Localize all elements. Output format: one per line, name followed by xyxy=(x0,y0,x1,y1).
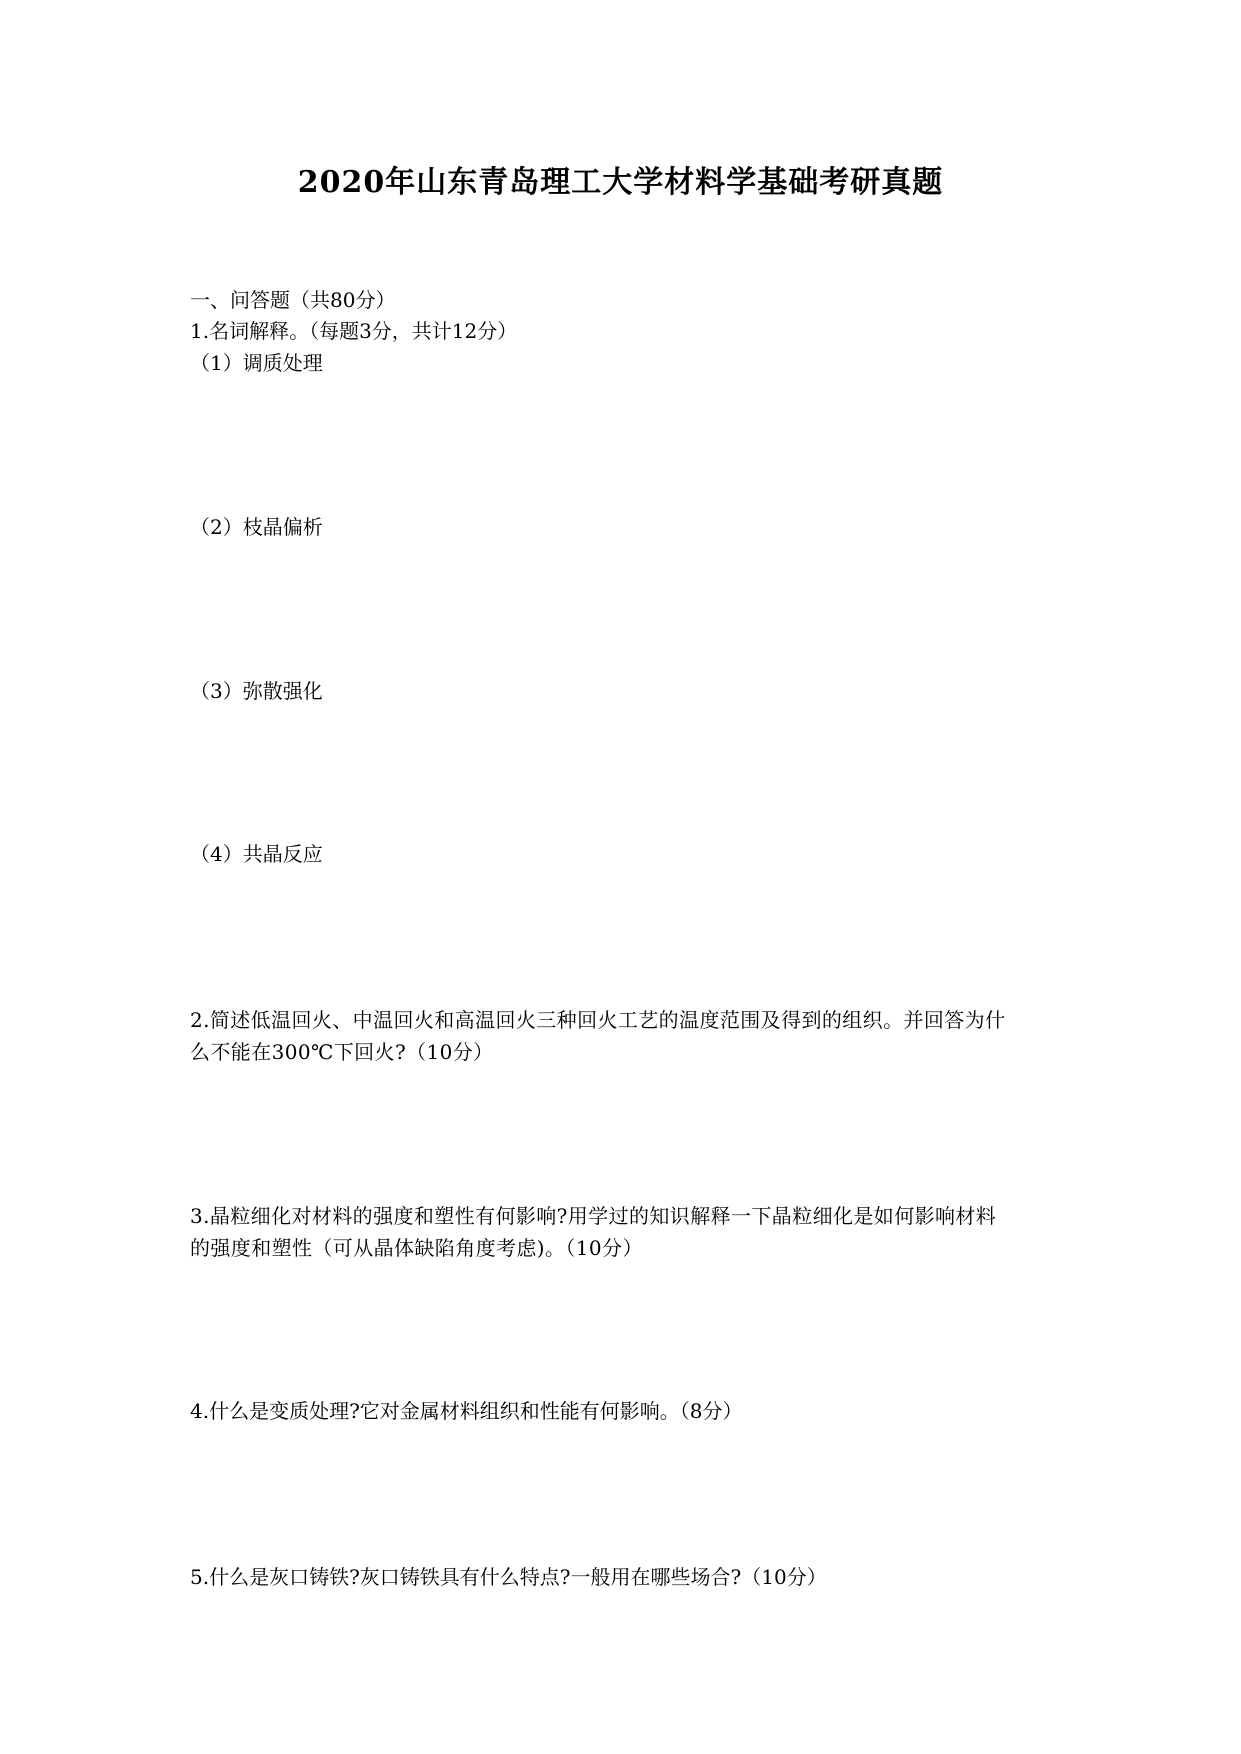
question-2-line-2: 么不能在300℃下回火?（10分） xyxy=(190,1040,494,1064)
question-4: 4.什么是变质处理?它对金属材料组织和性能有何影响。（8分） xyxy=(190,1399,743,1423)
question-3 xyxy=(190,1200,1060,1264)
question-2-line-1: 2.简述低温回火、中温回火和高温回火三种回火工艺的温度范围及得到的组织。并回答为什 xyxy=(190,1008,1006,1032)
question-5: 5.什么是灰口铸铁?灰口铸铁具有什么特点?一般用在哪些场合?（10分） xyxy=(190,1565,827,1589)
section-heading: 一、问答题（共80分） xyxy=(190,288,396,312)
page-title: 2020年山东青岛理工大学材料学基础考研真题 xyxy=(297,165,944,200)
question-2 xyxy=(190,1004,1060,1068)
question-1-stem: 1.名词解释。（每题3分，共计12分） xyxy=(190,319,518,343)
question-1-subitem-4: （4）共晶反应 xyxy=(190,842,323,866)
question-1-subitem-3: （3）弥散强化 xyxy=(190,679,323,703)
question-3-line-2: 的强度和塑性（可从晶体缺陷角度考虑)。（10分） xyxy=(190,1236,643,1260)
question-1-subitem-2: （2）枝晶偏析 xyxy=(190,515,323,539)
question-3-line-1: 3.晶粒细化对材料的强度和塑性有何影响?用学过的知识解释一下晶粒细化是如何影响材料 xyxy=(190,1204,997,1228)
question-1-subitem-1: （1）调质处理 xyxy=(190,351,323,375)
